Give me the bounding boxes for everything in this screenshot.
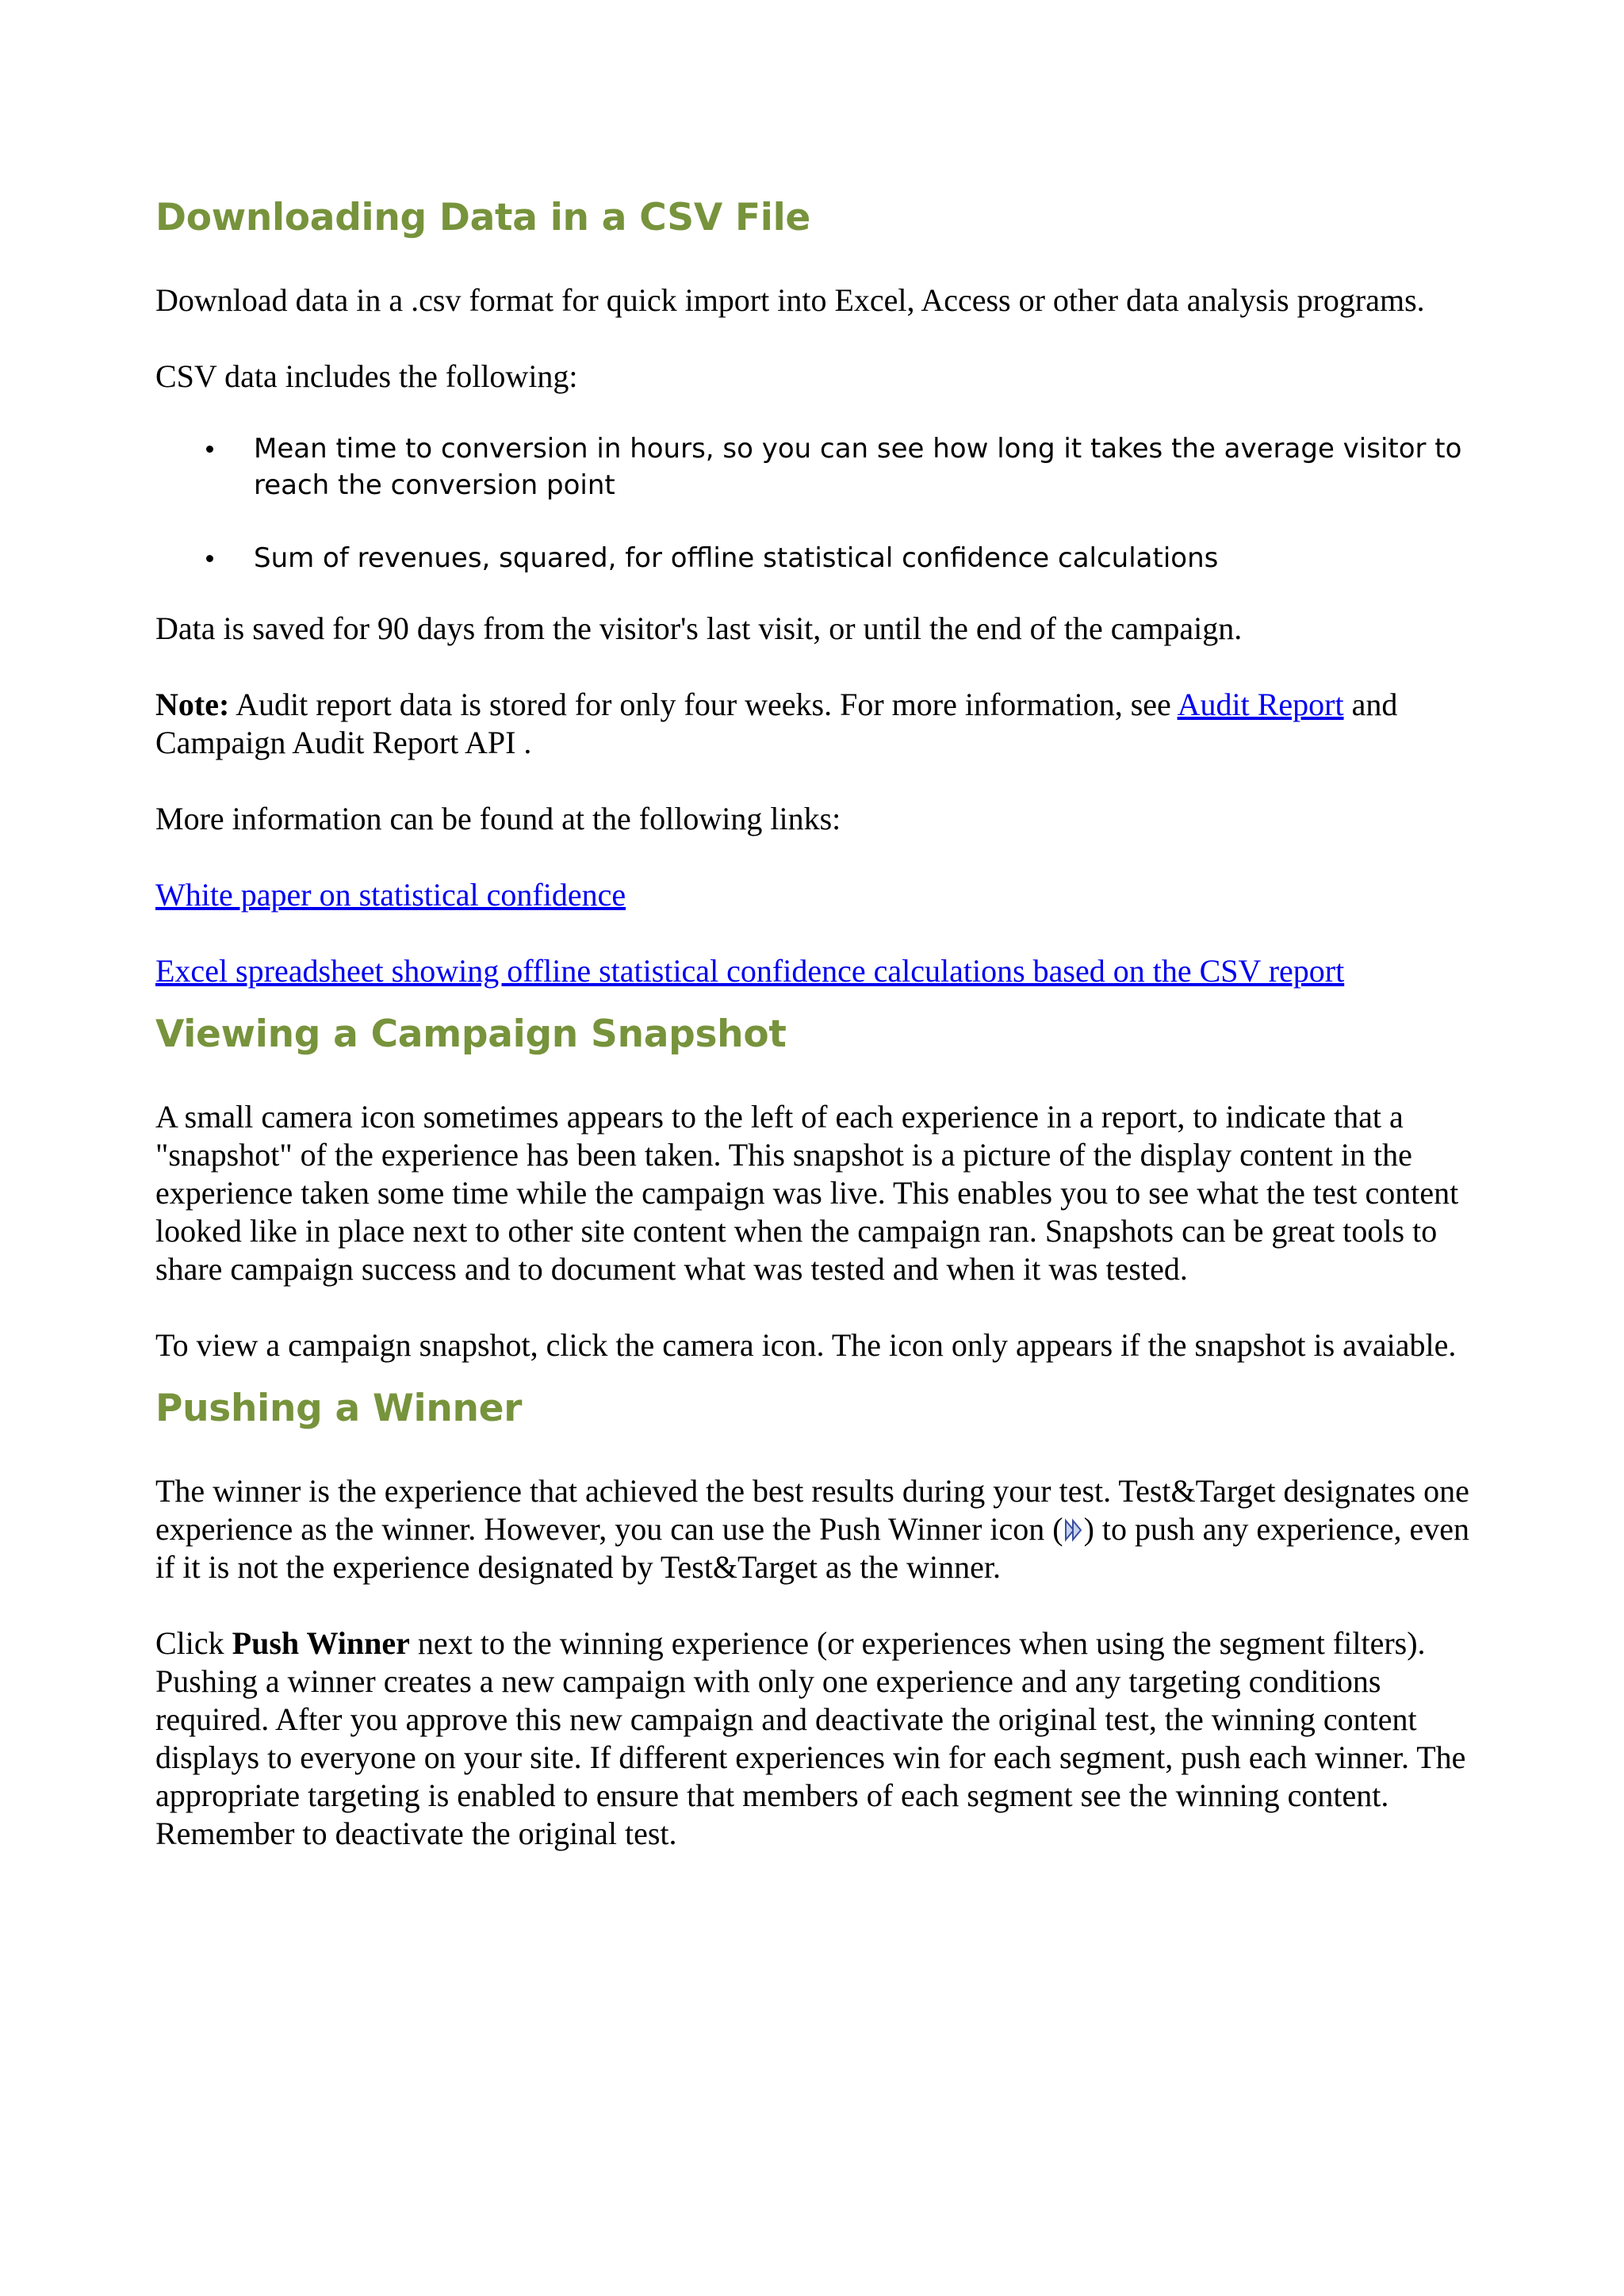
push-winner-icon (1063, 1513, 1084, 1536)
winner-paragraph-1 (155, 1472, 1488, 1586)
section-heading-snapshot: Viewing a Campaign Snapshot (155, 1012, 787, 1056)
section-heading-csv: Downloading Data in a CSV File (155, 196, 810, 239)
note-and: and (1343, 687, 1398, 722)
document-page (155, 182, 1488, 1853)
note-paragraph (155, 686, 1488, 762)
snapshot-paragraph-2: To view a campaign snapshot, click the camera icon. The icon only appears if the snapshot is avaiable. (155, 1327, 1457, 1363)
note-label: Note: (155, 687, 230, 722)
winner-rest-text: next to the winning experience (or experiences when using the segment filters). Pushing a winner creates a new campaign with only one experience and any targeting conditions required. After you approve this new campaign and deactivate the original test, the winning content displays to everyone on your site. If different experiences win for each segment, push each winner. The appropriate targeting is enabled to ensure that members of each segment see the winning content. Remember to deactivate the original test. (155, 1625, 1466, 1851)
retention-paragraph: Data is saved for 90 days from the visitor's last visit, or until the end of the campaign. (155, 610, 1243, 646)
white-paper-paragraph (155, 876, 1488, 914)
list-item (155, 540, 1488, 576)
csv-includes-label: CSV data includes the following: (155, 358, 578, 394)
list-item-text: Sum of revenues, squared, for offline statistical confidence calculations (254, 542, 1219, 574)
white-paper-link[interactable]: White paper on statistical confidence (155, 877, 626, 913)
audit-report-link[interactable]: Audit Report (1177, 687, 1344, 722)
snapshot-paragraph-1: A small camera icon sometimes appears to the left of each experience in a report, to indicate that a "snapshot" of the experience has been taken. This snapshot is a picture of the display content in the experience taken some time while the campaign was live. This enables you to see what the test content looked like in place next to other site content when the campaign ran. Snapshots can be great tools to share campaign success and to document what was tested and when it was tested. (155, 1099, 1459, 1287)
bullet-icon (206, 555, 213, 562)
list-item-text: Mean time to conversion in hours, so you can see how long it takes the average visitor to reach the conversion point (254, 433, 1462, 501)
bullet-icon (206, 446, 213, 453)
note-tail: Campaign Audit Report API . (155, 725, 532, 760)
excel-spreadsheet-link[interactable]: Excel spreadsheet showing offline statistical confidence calculations based on the CSV report (155, 953, 1345, 989)
push-winner-bold: Push Winner (232, 1625, 410, 1661)
excel-paragraph (155, 952, 1488, 990)
winner-paragraph-2 (155, 1624, 1488, 1853)
note-text: Audit report data is stored for only four weeks. For more information, see (229, 687, 1178, 722)
winner-text-after-icon: ) to push any experience, even if it is not the experience designated by Test&Target as the winner. (155, 1511, 1470, 1585)
winner-text-before-icon: The winner is the experience that achieved the best results during your test. Test&Target designates one experience as the winner. However, you can use the Push Winner icon ( (155, 1473, 1469, 1547)
winner-click-text: Click (155, 1625, 232, 1661)
list-item (155, 430, 1488, 503)
csv-bullet-list (155, 430, 1488, 576)
more-info-paragraph: More information can be found at the following links: (155, 801, 841, 836)
csv-intro-paragraph: Download data in a .csv format for quick import into Excel, Access or other data analysis programs. (155, 282, 1425, 318)
section-heading-winner: Pushing a Winner (155, 1387, 523, 1430)
